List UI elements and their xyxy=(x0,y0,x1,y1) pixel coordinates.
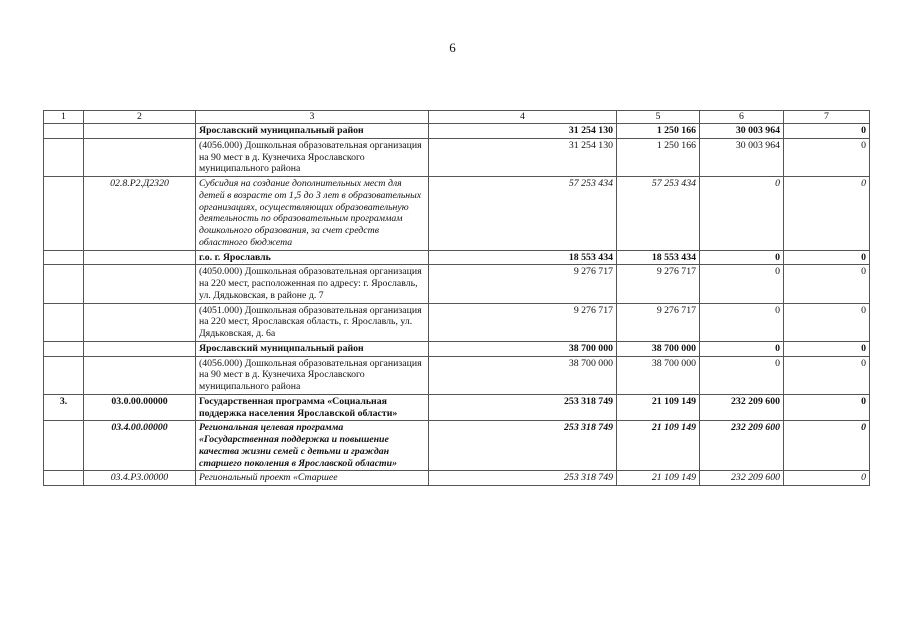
table-row xyxy=(44,177,870,251)
table-row xyxy=(44,421,870,471)
cell-total: 253 318 749 xyxy=(429,471,617,486)
cell-total: 31 254 130 xyxy=(429,124,617,139)
cell-regional-budget: 38 700 000 xyxy=(617,356,700,394)
cell-name: Субсидия на создание дополнительных мест для детей в возрасте от 1,5 до 3 лет в образовательных организациях, осуществляющих образовательную деятельность по образовательным программам дошкольного образования, за счет средств областного бюджета xyxy=(196,177,429,251)
cell-code xyxy=(84,124,196,139)
cell-local-budget: 0 xyxy=(784,471,870,486)
table-row xyxy=(44,124,870,139)
cell-federal-budget: 0 xyxy=(700,356,784,394)
cell-code xyxy=(84,341,196,356)
header-col-2: 2 xyxy=(84,111,196,124)
cell-name: Государственная программа «Социальная поддержка населения Ярославской области» xyxy=(196,394,429,421)
cell-total: 38 700 000 xyxy=(429,356,617,394)
cell-code xyxy=(84,265,196,303)
cell-regional-budget: 1 250 166 xyxy=(617,138,700,176)
header-col-3: 3 xyxy=(196,111,429,124)
cell-regional-budget: 9 276 717 xyxy=(617,303,700,341)
header-col-6: 6 xyxy=(700,111,784,124)
cell-local-budget: 0 xyxy=(784,303,870,341)
cell-index xyxy=(44,421,84,471)
cell-index: 3. xyxy=(44,394,84,421)
cell-name: Ярославский муниципальный район xyxy=(196,124,429,139)
header-col-4: 4 xyxy=(429,111,617,124)
cell-federal-budget: 0 xyxy=(700,265,784,303)
cell-index xyxy=(44,356,84,394)
cell-federal-budget: 0 xyxy=(700,250,784,265)
cell-local-budget: 0 xyxy=(784,421,870,471)
cell-name: (4050.000) Дошкольная образовательная организация на 220 мест, расположенная по адресу: г. Ярославль, ул. Дядьковская, в районе д. 7 xyxy=(196,265,429,303)
cell-local-budget: 0 xyxy=(784,265,870,303)
table-row xyxy=(44,303,870,341)
cell-local-budget: 0 xyxy=(784,250,870,265)
cell-regional-budget: 9 276 717 xyxy=(617,265,700,303)
cell-regional-budget: 21 109 149 xyxy=(617,471,700,486)
cell-code xyxy=(84,138,196,176)
cell-total: 38 700 000 xyxy=(429,341,617,356)
cell-name: (4056.000) Дошкольная образовательная организация на 90 мест в д. Кузнечиха Ярославского муниципального района xyxy=(196,356,429,394)
cell-local-budget: 0 xyxy=(784,138,870,176)
cell-index xyxy=(44,265,84,303)
cell-name: Региональная целевая программа «Государственная поддержка и повышение качества жизни семей с детьми и граждан старшего поколения в Ярославской области» xyxy=(196,421,429,471)
table-row xyxy=(44,471,870,486)
cell-index xyxy=(44,341,84,356)
table-row xyxy=(44,250,870,265)
table-row xyxy=(44,138,870,176)
cell-local-budget: 0 xyxy=(784,394,870,421)
cell-regional-budget: 38 700 000 xyxy=(617,341,700,356)
cell-code xyxy=(84,250,196,265)
cell-federal-budget: 0 xyxy=(700,303,784,341)
cell-federal-budget: 232 209 600 xyxy=(700,471,784,486)
header-col-5: 5 xyxy=(617,111,700,124)
cell-local-budget: 0 xyxy=(784,341,870,356)
cell-total: 57 253 434 xyxy=(429,177,617,251)
cell-total: 253 318 749 xyxy=(429,394,617,421)
budget-table xyxy=(43,110,870,486)
cell-federal-budget: 30 003 964 xyxy=(700,124,784,139)
header-col-7: 7 xyxy=(784,111,870,124)
cell-local-budget: 0 xyxy=(784,356,870,394)
cell-federal-budget: 30 003 964 xyxy=(700,138,784,176)
cell-code: 03.0.00.00000 xyxy=(84,394,196,421)
table-header-row xyxy=(44,111,870,124)
cell-total: 9 276 717 xyxy=(429,265,617,303)
cell-name: (4051.000) Дошкольная образовательная организация на 220 мест, Ярославская область, г. Ярославль, ул. Дядьковская, д. 6а xyxy=(196,303,429,341)
cell-total: 9 276 717 xyxy=(429,303,617,341)
cell-local-budget: 0 xyxy=(784,124,870,139)
header-col-1: 1 xyxy=(44,111,84,124)
table-row xyxy=(44,356,870,394)
cell-index xyxy=(44,471,84,486)
cell-code: 03.4.Р3.00000 xyxy=(84,471,196,486)
cell-federal-budget: 232 209 600 xyxy=(700,421,784,471)
cell-name: г.о. г. Ярославль xyxy=(196,250,429,265)
cell-local-budget: 0 xyxy=(784,177,870,251)
cell-name: Региональный проект «Старшее xyxy=(196,471,429,486)
cell-regional-budget: 18 553 434 xyxy=(617,250,700,265)
cell-index xyxy=(44,177,84,251)
cell-code xyxy=(84,356,196,394)
cell-code: 02.8.Р2.Д2320 xyxy=(84,177,196,251)
cell-total: 253 318 749 xyxy=(429,421,617,471)
cell-regional-budget: 1 250 166 xyxy=(617,124,700,139)
cell-federal-budget: 232 209 600 xyxy=(700,394,784,421)
table-row xyxy=(44,394,870,421)
cell-total: 31 254 130 xyxy=(429,138,617,176)
cell-code xyxy=(84,303,196,341)
cell-index xyxy=(44,250,84,265)
table-row xyxy=(44,265,870,303)
cell-code: 03.4.00.00000 xyxy=(84,421,196,471)
cell-federal-budget: 0 xyxy=(700,341,784,356)
cell-name: Ярославский муниципальный район xyxy=(196,341,429,356)
cell-regional-budget: 21 109 149 xyxy=(617,421,700,471)
table-row xyxy=(44,341,870,356)
cell-regional-budget: 57 253 434 xyxy=(617,177,700,251)
cell-index xyxy=(44,303,84,341)
cell-name: (4056.000) Дошкольная образовательная организация на 90 мест в д. Кузнечиха Ярославского муниципального района xyxy=(196,138,429,176)
cell-index xyxy=(44,124,84,139)
cell-federal-budget: 0 xyxy=(700,177,784,251)
page-number: 6 xyxy=(449,40,456,55)
cell-regional-budget: 21 109 149 xyxy=(617,394,700,421)
cell-total: 18 553 434 xyxy=(429,250,617,265)
cell-index xyxy=(44,138,84,176)
